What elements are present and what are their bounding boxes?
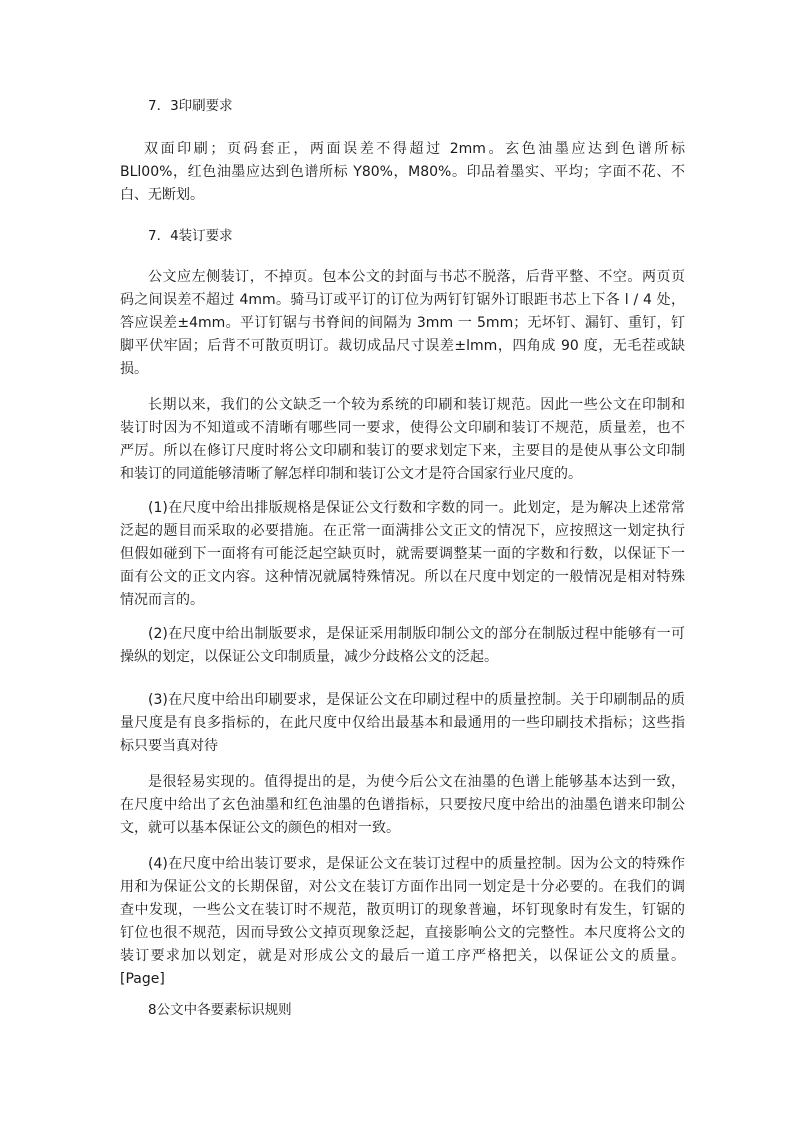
text-line: 操纵的划定，以保证公文印制质量，减少分歧格公文的泛起。	[120, 649, 498, 665]
paragraph-item-3	[120, 689, 685, 758]
text-line: 双面印刷；页码套正，两面误差不得超过 2mm。玄色油墨应达到色谱所标	[144, 141, 685, 157]
text-line: 量尺度是有良多指标的，在此尺度中仅给出最基本和最通用的一些印刷技术指标；这些指	[120, 715, 685, 731]
text-line: 和装订的同道能够清晰了解怎样印制和装订公文才是符合国家行业尺度的。	[120, 466, 582, 482]
text-line: 文，就可以基本保证公文的颜色的相对一致。	[120, 820, 400, 836]
text-line: 面有公文的正文内容。这种情况就属特殊情况。所以在尺度中划定的一般情况是相对特殊	[120, 569, 685, 585]
paragraph-background	[120, 394, 685, 486]
text-line: 钉位也很不规范，因而导致公文掉页现象泛起，直接影响公文的完整性。本尺度将公文的	[120, 925, 685, 941]
text-line: 在尺度中给出了玄色油墨和红色油墨的色谱指标，只要按尺度中给出的油墨色谱来印制公	[120, 797, 685, 813]
text-line: (4)在尺度中给出装订要求，是保证公文在装订过程中的质量控制。因为公文的特殊作	[148, 856, 685, 872]
paragraph-item-1	[120, 497, 685, 612]
paragraph-item-4	[120, 853, 685, 991]
text-line: 码之间误差不超过 4mm。骑马订或平订的订位为两钉钉锯外订眼距书芯上下各 l / 4 处，	[120, 292, 685, 308]
text-line: BLl00%，红色油墨应达到色谱所标 Y80%，M80%。印品着墨实、平均；字面不花、不	[120, 164, 685, 180]
text-line: 脚平伏牢固；后背不可散页明订。裁切成品尺寸误差±lmm，四角成 90 度，无毛茬或缺	[120, 338, 685, 354]
text-line: 泛起的题目而采取的必要措施。在正常一面满排公文正文的情况下，应按照这一划定执行	[120, 523, 685, 539]
text-line: 答应误差±4mm。平订钉锯与书脊间的间隔为 3mm 一 5mm；无坏钉、漏钉、重钉，钉	[120, 315, 685, 331]
page-marker: [Page]	[120, 971, 165, 987]
text-line: 标只要当真对待	[120, 738, 218, 754]
text-line: 用和为保证公文的长期保留，对公文在装订方面作出同一划定是十分必要的。在我们的调	[120, 879, 685, 895]
text-line: (2)在尺度中给出制版要求，是保证采用制版印制公文的部分在制版过程中能够有一可	[148, 626, 685, 642]
text-line: 查中发现，一些公文在装订时不规范，散页明订的现象普遍，坏钉现象时有发生，钉锯的	[120, 902, 685, 918]
text-line: 情况而言的。	[120, 592, 204, 608]
text-line: 损。	[120, 361, 148, 377]
section-heading-8: 8公文中各要素标识规则	[148, 1002, 292, 1018]
text-line: 严厉。所以在修订尺度时将公文印刷和装订的要求划定下来，主要目的是使从事公文印制	[120, 443, 685, 459]
paragraph-binding-requirements	[120, 266, 685, 381]
text-line: 装订时因为不知道或不清晰有哪些同一要求，使得公文印刷和装订不规范，质量差，也不	[120, 420, 685, 436]
text-line: (3)在尺度中给出印刷要求，是保证公文在印刷过程中的质量控制。关于印刷制品的质	[148, 692, 685, 708]
paragraph-printing-requirements	[120, 138, 685, 207]
paragraph-item-3-continued	[120, 771, 685, 840]
text-line: (1)在尺度中给出排版规格是保证公文行数和字数的同一。此划定，是为解决上述常常	[148, 500, 685, 516]
text-line: 白、无断划。	[120, 187, 204, 203]
section-heading-7-3: 7．3印刷要求	[148, 98, 233, 114]
section-heading-7-4: 7．4装订要求	[148, 228, 233, 244]
text-line: 装订要求加以划定，就是对形成公文的最后一道工序严格把关，以保证公文的质量。	[120, 948, 685, 964]
text-line: 公文应左侧装订，不掉页。包本公文的封面与书芯不脱落，后背平整、不空。两页页	[148, 269, 685, 285]
paragraph-item-2	[120, 623, 685, 669]
text-line: 是很轻易实现的。值得提出的是，为使今后公文在油墨的色谱上能够基本达到一致，	[148, 774, 685, 790]
text-line: 但假如碰到下一面将有可能泛起空缺页时，就需要调整某一面的字数和行数，以保证下一	[120, 546, 685, 562]
text-line: 长期以来，我们的公文缺乏一个较为系统的印刷和装订规范。因此一些公文在印制和	[148, 397, 685, 413]
